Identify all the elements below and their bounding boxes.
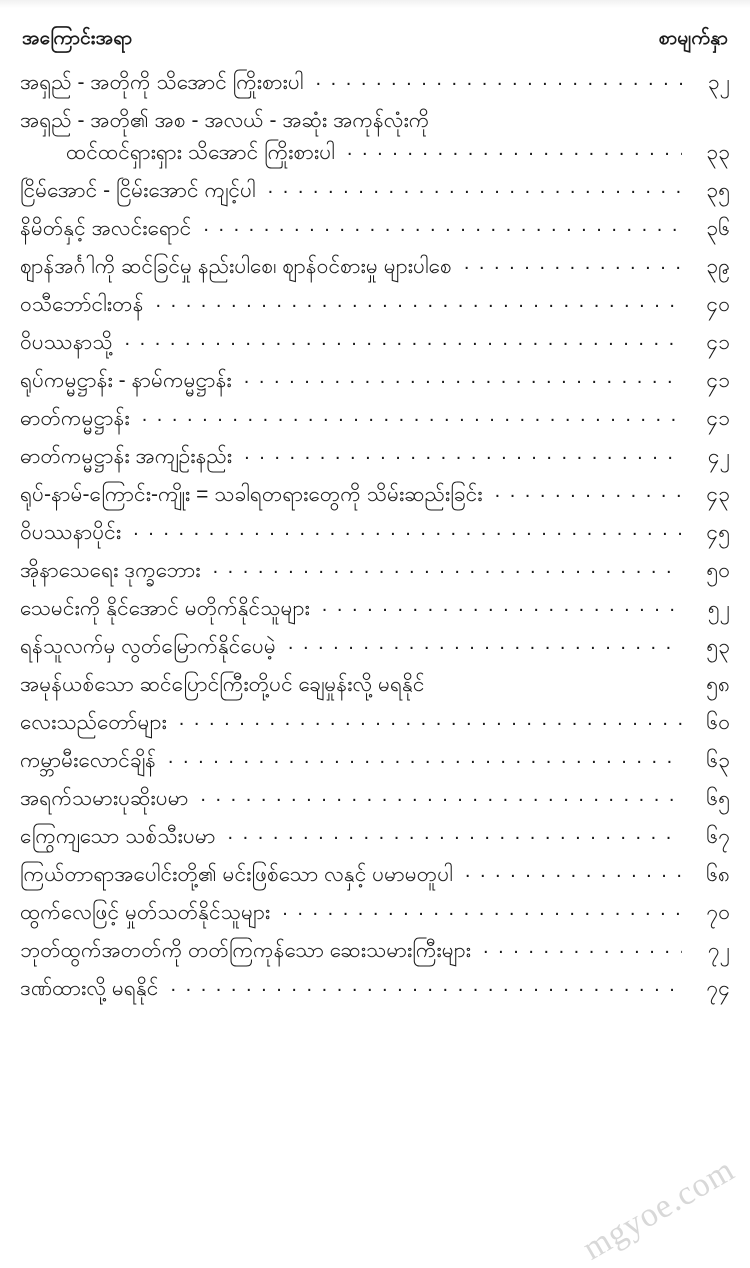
leader-dots (244, 366, 682, 387)
leader-dots (133, 518, 682, 539)
toc-entry-page: ၇၂ (707, 939, 730, 962)
toc-entry-page: ၄၂ (707, 445, 730, 468)
toc-entry-page: ၃၉ (706, 255, 730, 278)
toc-entry[interactable] (20, 518, 730, 543)
leader-dots (170, 974, 682, 995)
toc-entry[interactable] (20, 746, 730, 771)
toc-entry[interactable] (20, 480, 730, 505)
toc-entry-title: အရှည် - အတို၏ အစ - အလယ် - အဆုံး အကုန်လုံးကို (20, 109, 430, 132)
toc-entry-title: ရုပ်-နာမ်-ကြောင်း-ကျိုး = သခါရတရားတွေကို သိမ်းဆည်းခြင်း (20, 483, 483, 506)
toc-entry[interactable] (20, 404, 730, 429)
toc-entry-title: ဒဏ်ထားလို့ မရနိုင် (20, 977, 159, 1000)
toc-entry-title: ဝသီဘော်ငါးတန် (20, 293, 144, 316)
toc-entry-page: ၄၃ (706, 483, 730, 506)
toc-entry[interactable] (20, 366, 730, 391)
leader-dots (168, 746, 682, 767)
leader-dots (244, 442, 682, 463)
toc-entry-title: ကမ္ဘာမီးလောင်ချိန် (20, 749, 156, 772)
toc-entry-page: ၆၇ (706, 825, 730, 848)
toc-entry-title: ကြွေကျသော သစ်သီးပမာ (20, 825, 216, 848)
toc-entry[interactable] (20, 556, 730, 581)
leader-dots (179, 708, 682, 729)
toc-entry[interactable] (20, 442, 730, 467)
toc-entry[interactable] (20, 252, 730, 277)
toc-entry[interactable] (20, 594, 730, 619)
toc-entry-title: ထင်ထင်ရှားရှား သိအောင် ကြိုးစားပါ (66, 141, 335, 164)
toc-entry-title: အိုနာသေရေး ဒုက္ခဘေား (20, 559, 201, 582)
toc-entry[interactable] (20, 328, 730, 353)
leader-dots (495, 480, 682, 501)
toc-entry-page: ၅၂ (707, 597, 730, 620)
toc-entry-title: ဓာတ်ကမ္မဋ္ဌာန်း အကျဉ်းနည်း (20, 445, 233, 468)
toc-entry-page: ၄၀ (706, 293, 730, 316)
toc-entry-page: ၅၀ (706, 559, 730, 582)
toc-entry[interactable] (20, 290, 730, 315)
toc-entry[interactable] (20, 214, 730, 239)
leader-dots (347, 138, 682, 159)
toc-entry[interactable] (20, 784, 730, 809)
toc-entry[interactable] (20, 138, 730, 163)
toc-entry-page: ၃၂ (707, 71, 730, 94)
toc-header-contents-label: အကြောင်းအရာ (22, 28, 133, 49)
leader-dots (483, 936, 682, 957)
toc-header (14, 0, 736, 60)
toc-entry-title: နိမိတ်နှင့် အလင်းရောင် (20, 217, 192, 240)
leader-dots (441, 106, 682, 127)
toc-entry[interactable] (20, 822, 730, 847)
leader-dots (464, 252, 682, 273)
toc-entry[interactable] (20, 106, 730, 131)
leader-dots (282, 898, 682, 919)
toc-entry[interactable] (20, 708, 730, 733)
toc-header-page-label: စာမျက်နှာ (658, 28, 728, 49)
toc-entry-title: ဈာန်အင်္ဂါကို ဆင်ခြင်မှု နည်းပါစေ၊ ဈာန်ဝင်စားမှု များပါစေ (20, 255, 452, 278)
toc-entry-page: ၅၃ (706, 635, 730, 658)
toc-entry[interactable] (20, 974, 730, 999)
toc-entry-page: ၄၁ (706, 407, 730, 430)
toc-entry[interactable] (20, 898, 730, 923)
toc-entry-title: အရက်သမားပုဆိုးပမာ (20, 787, 189, 810)
leader-dots (142, 404, 682, 425)
toc-entry[interactable] (20, 860, 730, 885)
toc-list (14, 60, 736, 999)
watermark: mgyoe.com (577, 1151, 742, 1268)
leader-dots (288, 632, 682, 653)
toc-entry[interactable] (20, 936, 730, 961)
toc-entry-title: ဘုတ်ထွက်အတတ်ကို တတ်ကြကုန်သော ဆေးသမားကြီးများ (20, 939, 471, 962)
toc-entry-title: ရန်သူလက်မှ လွတ်မြောက်နိုင်ပေမဲ့ (20, 635, 276, 658)
toc-entry-page: ၃၅ (706, 179, 730, 202)
toc-entry-title: ဓာတ်ကမ္မဋ္ဌာန်း (20, 407, 130, 430)
toc-entry-page: ၄၅ (706, 521, 730, 544)
leader-dots (213, 556, 682, 577)
leader-dots (315, 68, 682, 89)
scan-edge (0, 0, 750, 8)
leader-dots (125, 328, 682, 349)
toc-entry-page: ၄၁ (706, 369, 730, 392)
toc-entry[interactable] (20, 670, 730, 695)
toc-entry-page: ၆၅ (706, 787, 730, 810)
toc-entry[interactable] (20, 68, 730, 93)
toc-entry-page: ၆၃ (706, 749, 730, 772)
toc-entry-title: ထွက်လေဖြင့် မှုတ်သတ်နိုင်သူများ (20, 901, 271, 924)
toc-entry-title: ဝိပဿနာပိုင်း (20, 521, 122, 544)
toc-entry[interactable] (20, 632, 730, 657)
leader-dots (437, 670, 682, 691)
toc-entry-page: ၆၀ (706, 711, 730, 734)
toc-entry-page: ၇၀ (706, 901, 730, 924)
toc-entry-title: ငြိမ်အောင် - ငြိမ်းအောင် ကျင့်ပါ (20, 179, 256, 202)
leader-dots (200, 784, 682, 805)
leader-dots (227, 822, 682, 843)
toc-entry-page: ၅၈ (706, 673, 730, 696)
toc-entry-title: အမုန်ယစ်သော ဆင်ပြောင်ကြီးတို့ပင် ချေမှုန်းလို့ မရနိုင် (20, 673, 425, 696)
toc-entry-title: သေမင်းကို နိုင်အောင် မတိုက်နိုင်သူများ (20, 597, 310, 620)
toc-entry-page: ၆၈ (706, 863, 730, 886)
leader-dots (203, 214, 682, 235)
toc-entry-page: ၄၁ (706, 331, 730, 354)
toc-entry-page: ၇၄ (706, 977, 730, 1000)
toc-entry-title: အရှည် - အတိုကို သိအောင် ကြိုးစားပါ (20, 71, 304, 94)
leader-dots (155, 290, 682, 311)
toc-entry-title: လေးသည်တော်များ (20, 711, 167, 734)
leader-dots (322, 594, 682, 615)
toc-entry-title: ရုပ်ကမ္မဋ္ဌာန်း - နာမ်ကမ္မဋ္ဌာန်း (20, 369, 232, 392)
leader-dots (465, 860, 682, 881)
toc-entry[interactable] (20, 176, 730, 201)
toc-entry-title: ဝိပဿနာသို့ (20, 331, 113, 354)
leader-dots (268, 176, 682, 197)
toc-entry-page: ၃၃ (706, 141, 730, 164)
toc-entry-title: ကြယ်တာရာအပေါင်းတို့၏ မင်းဖြစ်သော လနှင့် ပမာမတူပါ (20, 863, 453, 886)
toc-entry-page: ၃၆ (706, 217, 730, 240)
